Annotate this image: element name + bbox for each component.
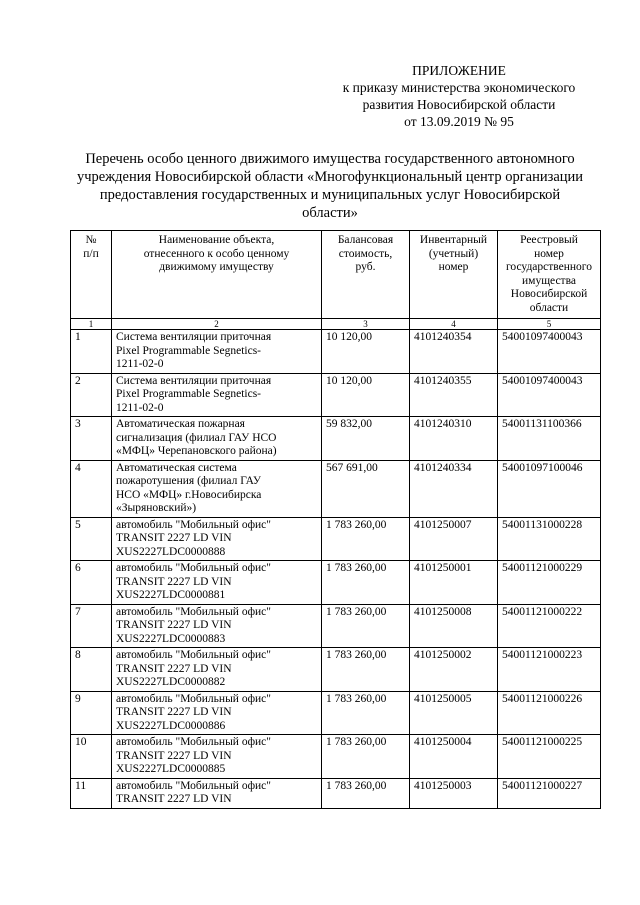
row-inventory-number: 4101240354	[410, 330, 498, 374]
row-name-line: XUS2227LDC0000881	[116, 589, 226, 601]
row-inventory-number: 4101250008	[410, 604, 498, 648]
row-name-line: автомобиль "Мобильный офис"	[116, 692, 271, 705]
header-inventory: Инвентарный (учетный) номер	[410, 231, 498, 319]
row-number: 1	[71, 330, 112, 374]
row-cost: 1 783 260,00	[322, 648, 410, 692]
row-name-line: автомобиль "Мобильный офис"	[116, 779, 271, 792]
row-inventory-number: 4101250003	[410, 778, 498, 808]
column-number: 5	[498, 319, 601, 330]
row-name-line: автомобиль "Мобильный офис"	[116, 562, 271, 574]
row-name-line: «МФЦ» Черепановского района)	[116, 445, 277, 457]
row-inventory-number: 4101250005	[410, 691, 498, 735]
row-name-line: TRANSIT 2227 LD VIN	[116, 619, 232, 631]
row-name-line: XUS2227LDC0000883	[116, 632, 226, 645]
row-cost: 59 832,00	[322, 417, 410, 461]
row-registry-number: 54001131100366	[498, 417, 601, 461]
row-name-line: XUS2227LDC0000882	[116, 676, 226, 688]
row-number: 3	[71, 417, 112, 461]
row-name	[112, 691, 322, 735]
row-name	[112, 373, 322, 417]
column-number: 2	[112, 319, 322, 330]
row-number: 6	[71, 561, 112, 605]
row-cost: 1 783 260,00	[322, 604, 410, 648]
table-row	[71, 735, 601, 779]
row-cost: 1 783 260,00	[322, 517, 410, 561]
row-registry-number: 54001121000222	[498, 604, 601, 648]
row-name	[112, 330, 322, 374]
table-body	[71, 330, 601, 809]
row-name-line: автомобиль "Мобильный офис"	[116, 736, 271, 748]
column-number-row	[71, 319, 601, 330]
row-name-line: Система вентиляции приточная	[116, 374, 272, 387]
table-row	[71, 517, 601, 561]
row-name-line: Pixel Programmable Segnetics-	[116, 388, 261, 400]
row-inventory-number: 4101250002	[410, 648, 498, 692]
row-number: 8	[71, 648, 112, 692]
row-name-line: XUS2227LDC0000885	[116, 763, 226, 775]
row-name-line: «Зыряновский»)	[116, 502, 197, 514]
row-cost: 1 783 260,00	[322, 561, 410, 605]
title-line-2: учреждения Новосибирской области «Многофункциональный центр организации	[76, 169, 584, 185]
row-registry-number: 54001131000228	[498, 517, 601, 561]
appendix-order-line: к приказу министерства экономического	[342, 80, 576, 95]
table-row	[71, 561, 601, 605]
row-registry-number: 54001121000226	[498, 691, 601, 735]
row-name-line: TRANSIT 2227 LD VIN	[116, 532, 232, 544]
appendix-block	[334, 62, 584, 130]
row-number: 11	[71, 778, 112, 808]
row-name-line: пожаротушения (филиал ГАУ	[116, 475, 262, 487]
property-table	[70, 230, 601, 809]
appendix-date-line: от 13.09.2019 № 95	[404, 114, 514, 129]
row-name	[112, 604, 322, 648]
header-name: Наименование объекта, отнесенного к особо ценному движимому имуществу	[112, 231, 322, 319]
row-name-line: TRANSIT 2227 LD VIN	[116, 706, 232, 718]
row-name-line: Автоматическая система	[116, 461, 237, 474]
row-name-line: Система вентиляции приточная	[116, 331, 272, 343]
row-name-line: Pixel Programmable Segnetics-	[116, 344, 261, 357]
row-registry-number: 54001097100046	[498, 460, 601, 517]
row-inventory-number: 4101240310	[410, 417, 498, 461]
row-name-line: XUS2227LDC0000888	[116, 545, 226, 558]
row-name	[112, 735, 322, 779]
row-registry-number: 54001121000227	[498, 778, 601, 808]
row-number: 2	[71, 373, 112, 417]
row-inventory-number: 4101240355	[410, 373, 498, 417]
document-title	[70, 150, 590, 222]
row-name-line: автомобиль "Мобильный офис"	[116, 518, 271, 531]
row-number: 9	[71, 691, 112, 735]
appendix-ministry-line: развития Новосибирской области	[362, 97, 556, 112]
row-name-line: Автоматическая пожарная	[116, 418, 245, 430]
row-registry-number: 54001097400043	[498, 373, 601, 417]
row-name-line: TRANSIT 2227 LD VIN	[116, 575, 232, 588]
column-number: 1	[71, 319, 112, 330]
row-inventory-number: 4101250004	[410, 735, 498, 779]
table-row	[71, 604, 601, 648]
appendix-heading: ПРИЛОЖЕНИЕ	[412, 63, 506, 78]
row-number: 7	[71, 604, 112, 648]
table-row	[71, 330, 601, 374]
row-name-line: автомобиль "Мобильный офис"	[116, 649, 271, 661]
row-registry-number: 54001097400043	[498, 330, 601, 374]
row-name-line: НСО «МФЦ» г.Новосибирска	[116, 488, 262, 501]
row-inventory-number: 4101240334	[410, 460, 498, 517]
title-line-4: области»	[302, 205, 358, 221]
row-name-line: XUS2227LDC0000886	[116, 719, 226, 732]
row-name-line: TRANSIT 2227 LD VIN	[116, 749, 232, 762]
row-name-line: автомобиль "Мобильный офис"	[116, 605, 271, 618]
row-cost: 1 783 260,00	[322, 691, 410, 735]
header-row	[71, 231, 601, 319]
table-row	[71, 691, 601, 735]
header-registry: Реестровый номер государственного имущества Новосибирской области	[498, 231, 601, 319]
table-row	[71, 778, 601, 808]
row-name	[112, 561, 322, 605]
title-line-3: предоставления государственных и муниципальных услуг Новосибирской	[99, 187, 561, 203]
row-cost: 10 120,00	[322, 373, 410, 417]
row-number: 10	[71, 735, 112, 779]
row-cost: 1 783 260,00	[322, 778, 410, 808]
row-registry-number: 54001121000225	[498, 735, 601, 779]
row-number: 5	[71, 517, 112, 561]
header-num: № п/п	[71, 231, 112, 319]
row-name-line: TRANSIT 2227 LD VIN	[116, 662, 232, 675]
table-row	[71, 648, 601, 692]
row-inventory-number: 4101250001	[410, 561, 498, 605]
row-name	[112, 517, 322, 561]
row-name	[112, 417, 322, 461]
row-registry-number: 54001121000229	[498, 561, 601, 605]
row-name-line: 1211-02-0	[116, 358, 164, 370]
table-row	[71, 417, 601, 461]
row-cost: 10 120,00	[322, 330, 410, 374]
row-number: 4	[71, 460, 112, 517]
row-registry-number: 54001121000223	[498, 648, 601, 692]
row-inventory-number: 4101250007	[410, 517, 498, 561]
column-number: 3	[322, 319, 410, 330]
row-cost: 567 691,00	[322, 460, 410, 517]
row-name-line: TRANSIT 2227 LD VIN	[116, 793, 232, 805]
header-cost: Балансовая стоимость, руб.	[322, 231, 410, 319]
column-number: 4	[410, 319, 498, 330]
table-row	[71, 373, 601, 417]
table-row	[71, 460, 601, 517]
row-name	[112, 778, 322, 808]
row-name	[112, 460, 322, 517]
row-cost: 1 783 260,00	[322, 735, 410, 779]
row-name	[112, 648, 322, 692]
title-line-1: Перечень особо ценного движимого имущества государственного автономного	[85, 151, 575, 167]
row-name-line: сигнализация (филиал ГАУ НСО	[116, 431, 277, 444]
row-name-line: 1211-02-0	[116, 401, 164, 414]
